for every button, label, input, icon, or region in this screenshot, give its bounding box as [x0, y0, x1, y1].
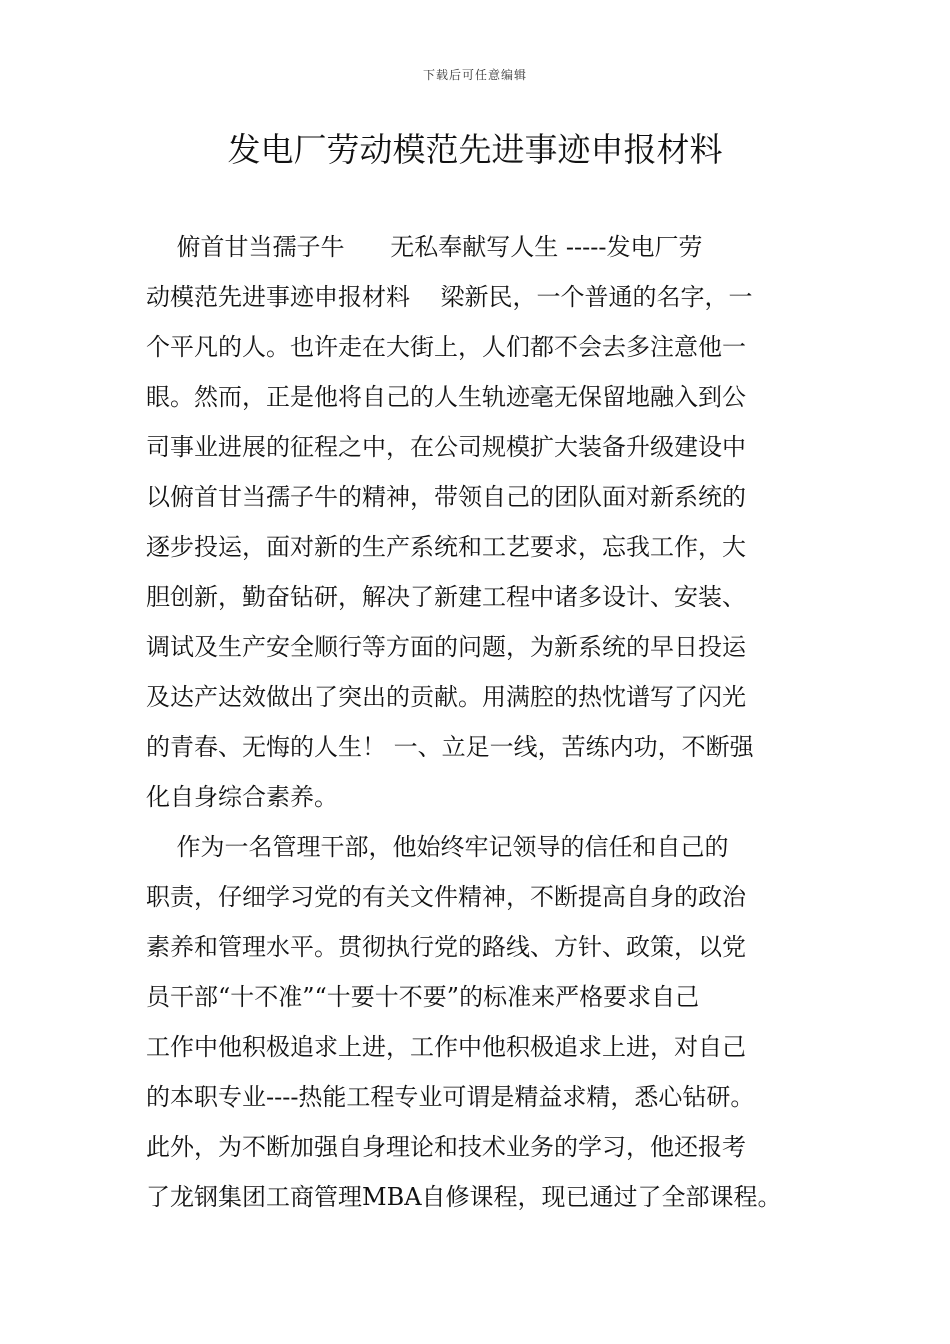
body-line: 眼。然而，正是他将自己的人生轨迹毫无保留地融入到公	[146, 383, 746, 411]
body-line: 化自身综合素养。	[146, 783, 338, 811]
body-line: 俯首甘当孺子牛 无私奉献写人生 -----发电厂劳	[146, 233, 703, 261]
body-line: 胆创新，勤奋钻研，解决了新建工程中诸多设计、安装、	[146, 583, 746, 611]
body-line: 素养和管理水平。贯彻执行党的路线、方针、政策，以党	[146, 933, 746, 961]
body-line: 工作中他积极追求上进，工作中他积极追求上进，对自己	[146, 1033, 746, 1061]
body-line: 司事业进展的征程之中，在公司规模扩大装备升级建设中	[146, 433, 746, 461]
body-line: 动模范先进事迹申报材料 梁新民，一个普通的名字，一	[146, 283, 753, 311]
body-line: 的青春、无悔的人生！ 一、立足一线，苦练内功，不断强	[146, 733, 754, 761]
header-note: 下载后可任意编辑	[422, 68, 527, 82]
body-line: 了龙钢集团工商管理MBA自修课程，现已通过了全部课程。	[146, 1183, 782, 1211]
document-title: 发电厂劳动模范先进事迹申报材料	[227, 130, 723, 169]
body-line: 的本职专业----热能工程专业可谓是精益求精，悉心钻研。	[146, 1083, 755, 1111]
body-line: 及达产达效做出了突出的贡献。用满腔的热忱谱写了闪光	[146, 683, 746, 711]
body-line: 以俯首甘当孺子牛的精神，带领自己的团队面对新系统的	[146, 483, 746, 511]
body-line: 职责，仔细学习党的有关文件精神，不断提高自身的政治	[146, 883, 746, 911]
body-line: 员干部“十不准”“十要十不要”的标准来严格要求自己	[146, 983, 700, 1011]
body-line: 逐步投运，面对新的生产系统和工艺要求，忘我工作，大	[146, 533, 746, 561]
body-line: 作为一名管理干部，他始终牢记领导的信任和自己的	[146, 833, 729, 861]
body-line: 个平凡的人。也许走在大街上，人们都不会去多注意他一	[146, 333, 746, 361]
document-body	[146, 222, 806, 1222]
body-line: 此外，为不断加强自身理论和技术业务的学习，他还报考	[146, 1133, 746, 1161]
body-line: 调试及生产安全顺行等方面的问题，为新系统的早日投运	[146, 633, 746, 661]
